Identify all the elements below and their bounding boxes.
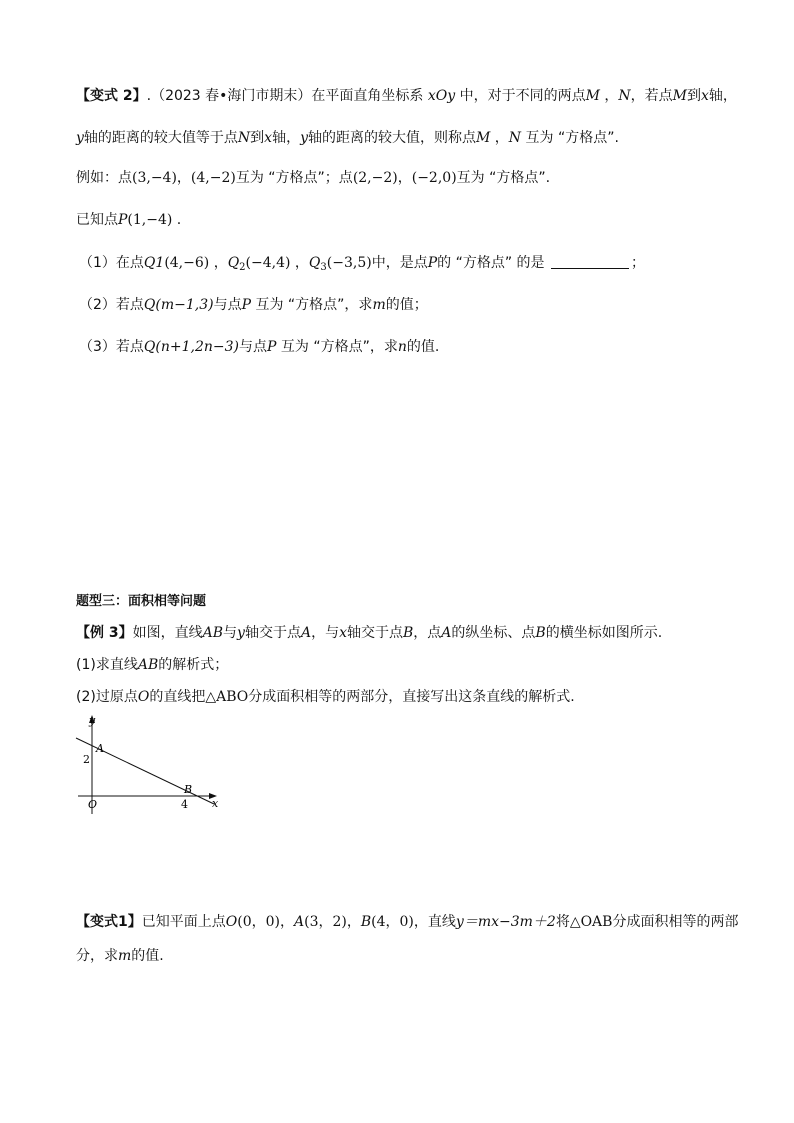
x-axis-label: x (212, 797, 219, 810)
variant1-line2: 分，求m的值. (76, 948, 164, 964)
variant2-line2: y轴的距离的较大值等于点N到x轴，y轴的距离的较大值，则称点M ，N 互为 “方格点”. (76, 130, 619, 146)
example3-stem: 【例 3】如图，直线AB与y轴交于点A，与x轴交于点B，点A的纵坐标、点B的横坐标如图所示. (76, 625, 663, 641)
y-axis-label: y (89, 714, 96, 727)
known-point-line: 已知点P(1,−4) . (76, 212, 182, 228)
x-tick-label: 4 (181, 798, 188, 811)
example-line: 例如：点(3,−4)，(4,−2)互为 “方格点”；点(2,−2)，(−2,0)互为 “方格点”. (76, 170, 551, 186)
variant2-line1: 【变式 2】.（2023 春•海门市期末）在平面直角坐标系 xOy 中，对于不同的两点M ，N，若点M到x轴， (76, 88, 737, 104)
y-tick-label: 2 (83, 753, 90, 766)
question-2: （2）若点Q(m−1,3)与点P 互为 “方格点”，求m的值； (79, 297, 428, 313)
variant1-line1: 【变式1】已知平面上点O(0，0)，A(3，2)，B(4，0)，直线y＝mx−3m＋2将△OAB分成面积相等的两部 (76, 914, 739, 930)
question-1: （1）在点Q1(4,−6) ，$Q_2(-4,4)$ ，$Q_3(-3,5)$中，是点P的 “方格点” 的是 ； (79, 255, 645, 273)
variant1-tag: 【变式1】 (76, 914, 142, 930)
point-b-label: B (184, 783, 193, 796)
variant2-tag: 【变式 2】 (76, 88, 147, 104)
example3-q1: (1)求直线AB的解析式； (76, 657, 229, 673)
answer-blank[interactable] (551, 254, 629, 269)
question-3: （3）若点Q(n+1,2n−3)与点P 互为 “方格点”，求n的值. (79, 339, 440, 355)
coordinate-figure (70, 712, 230, 822)
origin-label: O (88, 798, 98, 811)
example3-tag: 【例 3】 (76, 625, 133, 641)
point-a-label: A (96, 742, 104, 755)
section-title: 题型三：面积相等问题 (76, 594, 207, 609)
example3-q2: (2)过原点O的直线把△ABO分成面积相等的两部分，直接写出这条直线的解析式. (76, 689, 575, 705)
